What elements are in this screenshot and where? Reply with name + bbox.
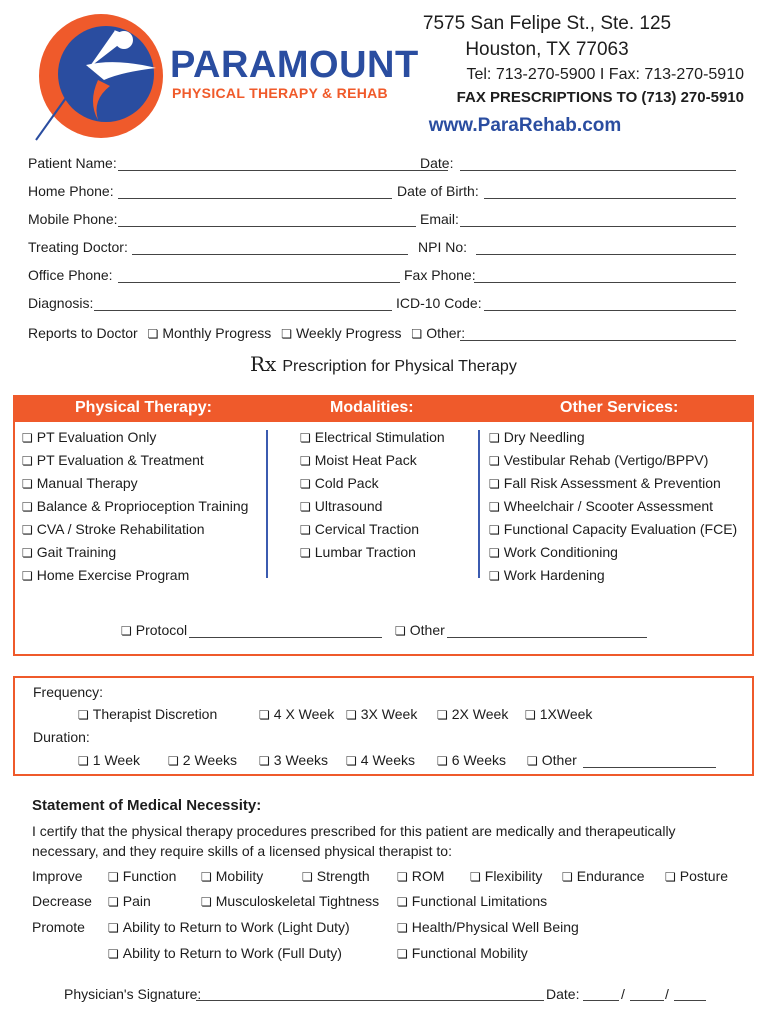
rx-title: [250, 352, 517, 376]
two-x-week-checkbox[interactable]: ❏ 2X Week: [437, 706, 508, 722]
other-service-checkbox[interactable]: ❏ Other: [395, 622, 445, 638]
manual-therapy-checkbox[interactable]: ❏ Manual Therapy: [22, 475, 138, 491]
reports-label: Reports to Doctor: [28, 325, 138, 341]
other-duration-field[interactable]: [583, 767, 716, 768]
icd10-field[interactable]: [484, 309, 736, 311]
moist-heat-pack-checkbox[interactable]: ❏ Moist Heat Pack: [300, 452, 417, 468]
diagnosis-label: Diagnosis:: [28, 295, 94, 311]
column-divider: [266, 430, 268, 578]
email-label: Email:: [420, 211, 459, 227]
home-exercise-checkbox[interactable]: ❏ Home Exercise Program: [22, 567, 189, 583]
vestibular-rehab-checkbox[interactable]: ❏ Vestibular Rehab (Vertigo/BPPV): [489, 452, 708, 468]
date-of-birth-label: Date of Birth:: [397, 183, 479, 199]
phone-fax: Tel: 713-270-5900 I Fax: 713-270-5910: [466, 66, 744, 83]
signature-date-month[interactable]: [583, 1000, 619, 1001]
protocol-field[interactable]: [189, 637, 382, 638]
signature-label: Physician's Signature:: [64, 986, 202, 1002]
signature-date-day[interactable]: [630, 1000, 664, 1001]
npi-label: NPI No:: [418, 239, 468, 255]
ultrasound-checkbox[interactable]: ❏ Ultrasound: [300, 498, 382, 514]
cva-stroke-checkbox[interactable]: ❏ CVA / Stroke Rehabilitation: [22, 521, 205, 537]
date-slash: /: [621, 986, 625, 1002]
work-hardening-checkbox[interactable]: ❏ Work Hardening: [489, 567, 605, 583]
fax-phone-field[interactable]: [474, 281, 736, 283]
office-phone-label: Office Phone:: [28, 267, 113, 283]
other-report-field[interactable]: [460, 340, 736, 341]
monthly-progress-checkbox[interactable]: ❏ Monthly Progress: [148, 325, 272, 341]
improve-endurance-checkbox[interactable]: ❏ Endurance: [562, 868, 644, 884]
treating-doctor-row: [28, 237, 740, 257]
rx-title-text: Prescription for Physical Therapy: [282, 358, 517, 375]
website-link[interactable]: www.ParaRehab.com: [428, 115, 622, 136]
improve-rom-checkbox[interactable]: ❏ ROM: [397, 868, 444, 884]
promote-functional-mobility-checkbox[interactable]: ❏ Functional Mobility: [397, 945, 528, 961]
improve-flexibility-checkbox[interactable]: ❏ Flexibility: [470, 868, 542, 884]
date-slash: /: [665, 986, 669, 1002]
pt-evaluation-only-checkbox[interactable]: ❏ PT Evaluation Only: [22, 429, 156, 445]
wheelchair-assessment-checkbox[interactable]: ❏ Wheelchair / Scooter Assessment: [489, 498, 713, 514]
improve-posture-checkbox[interactable]: ❏ Posture: [665, 868, 728, 884]
improve-function-checkbox[interactable]: ❏ Function: [108, 868, 176, 884]
one-x-week-checkbox[interactable]: ❏ 1XWeek: [525, 706, 592, 722]
decrease-limitations-checkbox[interactable]: ❏ Functional Limitations: [397, 893, 547, 909]
rx-symbol-icon: Rx: [250, 352, 277, 376]
improve-mobility-checkbox[interactable]: ❏ Mobility: [201, 868, 263, 884]
home-phone-row: [28, 181, 740, 201]
balance-training-checkbox[interactable]: ❏ Balance & Proprioception Training: [22, 498, 248, 514]
home-phone-label: Home Phone:: [28, 183, 114, 199]
fce-checkbox[interactable]: ❏ Functional Capacity Evaluation (FCE): [489, 521, 737, 537]
brand-subtitle: PHYSICAL THERAPY & REHAB: [172, 85, 388, 101]
promote-label: Promote: [32, 919, 85, 935]
fax-prescriptions: FAX PRESCRIPTIONS TO (713) 270-5910: [456, 89, 744, 106]
date-label: Date:: [420, 155, 454, 171]
signature-field[interactable]: [196, 1000, 544, 1001]
mobile-phone-row: [28, 209, 740, 229]
improve-label: Improve: [32, 868, 83, 884]
signature-date-label: Date:: [546, 986, 580, 1002]
fall-risk-checkbox[interactable]: ❏ Fall Risk Assessment & Prevention: [489, 475, 721, 491]
promote-full-duty-checkbox[interactable]: ❏ Ability to Return to Work (Full Duty): [108, 945, 342, 961]
office-phone-field[interactable]: [118, 281, 400, 283]
treating-doctor-label: Treating Doctor:: [28, 239, 128, 255]
gait-training-checkbox[interactable]: ❏ Gait Training: [22, 544, 116, 560]
icd10-label: ICD-10 Code:: [396, 295, 482, 311]
other-service-field[interactable]: [447, 637, 647, 638]
other-services-header: Other Services:: [560, 399, 679, 416]
patient-name-label: Patient Name:: [28, 155, 117, 171]
four-x-week-checkbox[interactable]: ❏ 4 X Week: [259, 706, 334, 722]
promote-wellbeing-checkbox[interactable]: ❏ Health/Physical Well Being: [397, 919, 579, 935]
address-line-2: Houston, TX 77063: [465, 39, 629, 60]
three-x-week-checkbox[interactable]: ❏ 3X Week: [346, 706, 417, 722]
reports-row: [28, 325, 465, 341]
mobile-phone-field[interactable]: [118, 225, 416, 227]
statement-title: Statement of Medical Necessity:: [32, 797, 262, 814]
promote-light-duty-checkbox[interactable]: ❏ Ability to Return to Work (Light Duty): [108, 919, 350, 935]
decrease-label: Decrease: [32, 893, 92, 909]
two-weeks-checkbox[interactable]: ❏ 2 Weeks: [168, 752, 237, 768]
physical-therapy-header: Physical Therapy:: [75, 399, 212, 416]
treating-doctor-field[interactable]: [132, 253, 408, 255]
decrease-tightness-checkbox[interactable]: ❏ Musculoskeletal Tightness: [201, 893, 379, 909]
patient-name-row: [28, 153, 740, 173]
column-divider: [478, 430, 480, 578]
signature-date-year[interactable]: [674, 1000, 706, 1001]
lumbar-traction-checkbox[interactable]: ❏ Lumbar Traction: [300, 544, 416, 560]
frequency-label: Frequency:: [33, 684, 104, 700]
improve-strength-checkbox[interactable]: ❏ Strength: [302, 868, 370, 884]
protocol-checkbox[interactable]: ❏ Protocol: [121, 622, 187, 638]
cold-pack-checkbox[interactable]: ❏ Cold Pack: [300, 475, 379, 491]
date-of-birth-field[interactable]: [484, 197, 736, 199]
home-phone-field[interactable]: [118, 197, 392, 199]
mobile-phone-label: Mobile Phone:: [28, 211, 118, 227]
other-report-checkbox[interactable]: ❏ Other:: [411, 325, 465, 341]
dry-needling-checkbox[interactable]: ❏ Dry Needling: [489, 429, 585, 445]
cervical-traction-checkbox[interactable]: ❏ Cervical Traction: [300, 521, 419, 537]
patient-name-field[interactable]: [118, 169, 448, 171]
one-week-checkbox[interactable]: ❏ 1 Week: [78, 752, 140, 768]
statement-text: I certify that the physical therapy procedures prescribed for this patient are medically and therapeutically necessary, and they require skills of a licensed physical therapist to:: [32, 823, 676, 859]
office-phone-row: [28, 265, 740, 285]
diagnosis-row: [28, 293, 740, 313]
therapist-discretion-checkbox[interactable]: ❏ Therapist Discretion: [78, 706, 217, 722]
three-weeks-checkbox[interactable]: ❏ 3 Weeks: [259, 752, 328, 768]
fax-phone-label: Fax Phone:: [404, 267, 476, 283]
work-conditioning-checkbox[interactable]: ❏ Work Conditioning: [489, 544, 618, 560]
date-field[interactable]: [460, 169, 736, 171]
address-line-1: 7575 San Felipe St., Ste. 125: [422, 13, 672, 34]
pt-evaluation-treatment-checkbox[interactable]: ❏ PT Evaluation & Treatment: [22, 452, 204, 468]
paramount-logo-icon: [26, 10, 176, 145]
modalities-header: Modalities:: [330, 399, 414, 416]
npi-field[interactable]: [476, 253, 736, 255]
email-field[interactable]: [460, 225, 736, 227]
four-weeks-checkbox[interactable]: ❏ 4 Weeks: [346, 752, 415, 768]
brand-name: PARAMOUNT: [170, 44, 419, 86]
decrease-pain-checkbox[interactable]: ❏ Pain: [108, 893, 151, 909]
six-weeks-checkbox[interactable]: ❏ 6 Weeks: [437, 752, 506, 768]
other-duration-checkbox[interactable]: ❏ Other: [527, 752, 577, 768]
electrical-stimulation-checkbox[interactable]: ❏ Electrical Stimulation: [300, 429, 445, 445]
duration-label: Duration:: [33, 729, 90, 745]
weekly-progress-checkbox[interactable]: ❏ Weekly Progress: [281, 325, 401, 341]
diagnosis-field[interactable]: [94, 309, 392, 311]
